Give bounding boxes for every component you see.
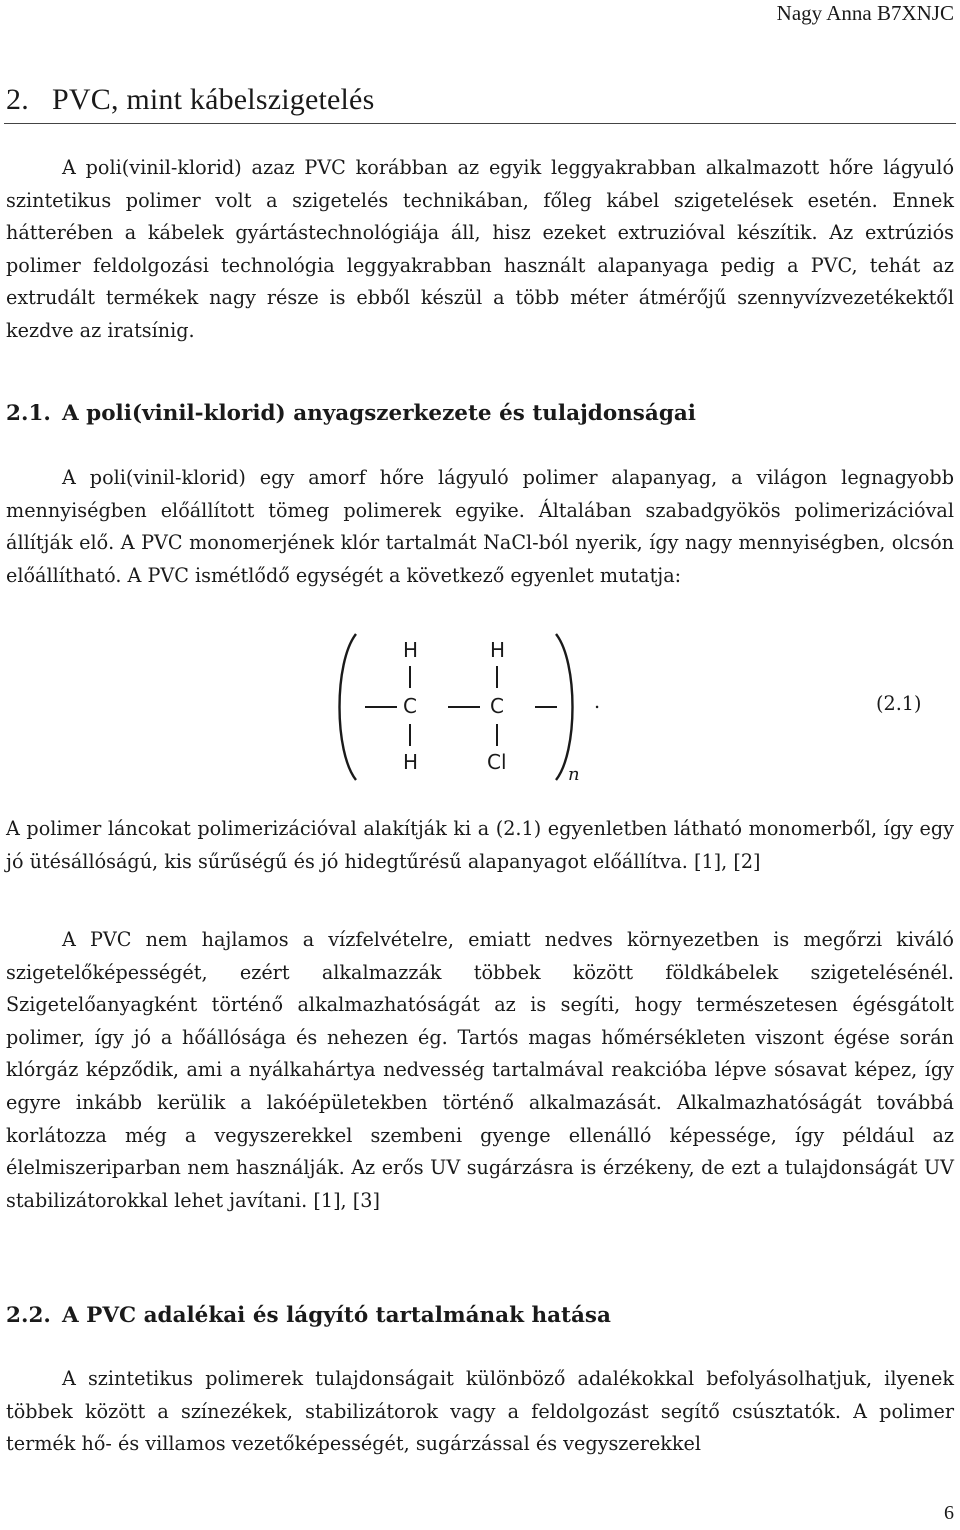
section-heading: [6, 82, 374, 118]
paragraph-intro: [6, 152, 954, 348]
paragraph-intro-text: A poli(vinil-klorid) azaz PVC korábban az egyik leggyakrabban alkalmazott hőre lágyuló szintetikus polimer volt a szigetelés technikában, főleg kábel szigetelések esetén. Ennek hátterében a kábelek gyártástechnológiája áll, hisz ezeket extruzióval készítik. Az extrúziós polimer feldolgozási technológia leggyakrabban használt alapanyaga pedig a PVC, tehát az extrudált termékek nagy része is ebből készül a több méter átmérőjű szennyvízvezetékektől kezdve az iratsínig.: [6, 156, 954, 342]
bond-chain-left: [365, 706, 397, 708]
paragraph-structure-text: A poli(vinil-klorid) egy amorf hőre lágyuló polimer alapanyag, a világon legnagyobb mennyiségben előállított tömeg polimerek egyike. Általában szabadgyökös polimerizációval állítják elő. A PVC monomerjének klór tartalmát NaCl-ból nyerik, így nagy mennyiségben, olcsón előállítható. A PVC ismétlődő egységét a következő egyenlet mutatja:: [6, 466, 954, 587]
atom-h-top-left: H: [403, 638, 419, 662]
atom-h-bottom: H: [403, 750, 419, 774]
subsection-title: A PVC adalékai és lágyító tartalmának hatása: [62, 1303, 611, 1328]
bond-c1-h-top: [409, 666, 411, 688]
bond-c2-cl: [496, 724, 498, 746]
page-number: 6: [944, 1502, 954, 1524]
subsection-title: A poli(vinil-klorid) anyagszerkezete és tulajdonságai: [62, 401, 696, 426]
subsection-heading-2-1: [6, 400, 696, 428]
subsection-number: 2.1.: [6, 401, 51, 426]
atom-c-right: C: [490, 694, 504, 718]
heading-rule: [4, 123, 956, 124]
atom-cl-bottom: Cl: [487, 750, 507, 774]
bond-c2-h-top: [496, 666, 498, 688]
pvc-repeat-unit-formula: [330, 628, 950, 788]
atom-c-left: C: [403, 694, 417, 718]
paragraph-additives: [6, 1363, 954, 1461]
section-number: 2.: [6, 83, 29, 116]
subsection-heading-2-2: [6, 1302, 611, 1330]
equation-number: (2.1): [876, 692, 922, 715]
paragraph-monomer-text: A polimer láncokat polimerizációval alakítják ki a (2.1) egyenletben látható monomerből, így egy jó ütésállóságú, kis sűrűségű és jó hidegtűrésű alapanyagot előállítva. [1], [2]: [6, 817, 954, 873]
paragraph-structure: [6, 462, 954, 592]
paragraph-monomer: [6, 813, 954, 878]
atom-h-top-right: H: [490, 638, 506, 662]
running-header-author: Nagy Anna B7XNJC: [776, 1, 954, 25]
subsection-number: 2.2.: [6, 1303, 51, 1328]
paragraph-properties: [6, 924, 954, 1217]
section-title: PVC, mint kábelszigetelés: [52, 83, 375, 116]
formula-period: .: [594, 690, 601, 713]
bond-chain-right: [535, 706, 557, 708]
bond-c1-h-bottom: [409, 724, 411, 746]
paragraph-properties-text: A PVC nem hajlamos a vízfelvételre, emiatt nedves környezetben is megőrzi kiváló szigetelőképességét, ezért alkalmazzák többek között földkábelek szigetelésénél. Szigetelőanyagként történő alkalmazhatóságát az is segíti, hogy természetesen égésgátolt polimer, így jó a hőállósága és nehezen ég. Tartós magas hőmérsékleten viszont égése során klórgáz képződik, ami a nyálkahártya nedvesség tartalmával reakcióba lépve sósavat képez, így egyre inkább kerülik a lakóépületekben történő alkalmazását. Alkalmazhatóságát továbbá korlátozza még a vegyszerekkel szembeni gyenge ellenálló képessége, így például az élelmiszeriparban nem használják. Az erős UV sugárzásra is érzékeny, de ezt a tulajdonságát UV stabilizátorokkal lehet javítani. [1], [3]: [6, 928, 954, 1212]
repeat-subscript-n: n: [568, 764, 580, 785]
left-parenthesis: [330, 632, 360, 782]
paragraph-additives-text: A szintetikus polimerek tulajdonságait különböző adalékokkal befolyásolhatjuk, ilyenek többek között a színezékek, stabilizátorok vagy a feldolgozást segítő csúsztatók. A polimer termék hő- és villamos vezetőképességét, sugárzással és vegyszerekkel: [6, 1367, 954, 1456]
bond-c1-c2: [448, 706, 480, 708]
